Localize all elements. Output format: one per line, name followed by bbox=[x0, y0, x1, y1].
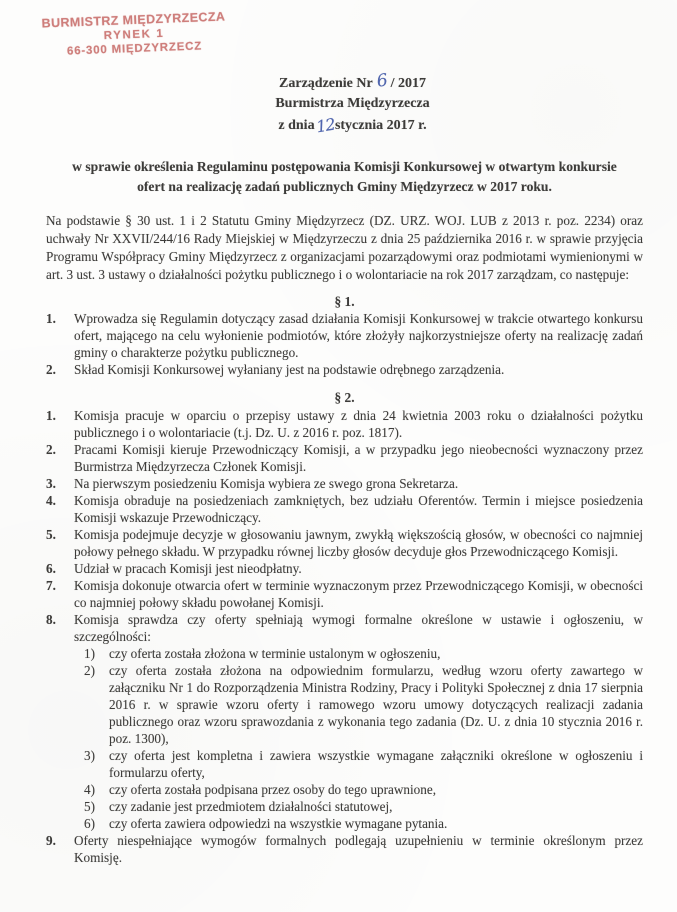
sender-stamp bbox=[25, 9, 242, 59]
list-item-text: Na pierwszym posiedzeniu Komisja wybiera ze swego grona Sekretarza. bbox=[74, 476, 459, 491]
sublist-item-text: czy oferta zawiera odpowiedzi na wszystkie wymagane pytania. bbox=[109, 816, 448, 831]
sublist-item-number: 4) bbox=[84, 782, 95, 797]
list-item-text: Komisja podejmuje decyzje w głosowaniu jawnym, zwykłą większością głosów, w obecności co najmniej połowy pełnego składu. W przypadku równej liczby głosów decyduje głos Przewodniczącego Komisji. bbox=[74, 527, 643, 559]
list-item-number: 4. bbox=[46, 493, 56, 508]
list-item-text: Pracami Komisji kieruje Przewodniczący Komisji, a w przypadku jego nieobecności wyznaczony przez Burmistrza Międzyrzecza Członek Komisji. bbox=[74, 442, 643, 474]
list-item-text: Wprowadza się Regulamin dotyczący zasad działania Komisji Konkursowej w trakcie otwartego konkursu ofert, mającego na celu wyłonienie podmiotów, które złożyły najkorzystniejsze oferty na realizację zadań gminy o charakterze pożytku publicznego. bbox=[74, 311, 643, 360]
list-item-number: 3. bbox=[46, 476, 56, 491]
list-item-number: 7. bbox=[46, 578, 56, 593]
list-item-text: Komisja pracuje w oparciu o przepisy ustawy z dnia 24 kwietnia 2003 roku o działalności pożytku publicznego i o wolontariacie (t.j. Dz. U. z 2016 r. poz. 1817). bbox=[74, 408, 643, 440]
list-item bbox=[46, 611, 643, 832]
stamp-office-name: BURMISTRZ MIĘDZYRZECZA bbox=[41, 9, 226, 31]
list-item bbox=[46, 577, 643, 611]
list-item-text: Udział w pracach Komisji jest nieodpłatny. bbox=[74, 561, 302, 576]
sublist-item-number: 2) bbox=[84, 663, 95, 678]
document-header bbox=[62, 72, 643, 136]
list-item-number: 2. bbox=[46, 442, 56, 457]
date-suffix: stycznia 2017 r. bbox=[334, 118, 427, 133]
sublist-item bbox=[84, 747, 643, 781]
list-item bbox=[46, 310, 643, 361]
stamp-street: RYNEK 1 bbox=[103, 27, 165, 43]
list-item bbox=[46, 560, 643, 577]
list-item-body bbox=[74, 611, 643, 832]
list-item-text: Komisja dokonuje otwarcia ofert w terminie wyznaczonym przez Przewodniczącego Komisji, w obecności co najmniej połowy składu powołanej Komisji. bbox=[74, 578, 643, 610]
legal-preamble: Na podstawie § 30 ust. 1 i 2 Statutu Gminy Międzyrzecz (DZ. URZ. WOJ. LUB z 2013 r. poz. 2234) oraz uchwały Nr XXVII/244/16 Rady Miejskiej w Międzyrzeczu z dnia 25 października 2016 r. w sprawie przyjęcia Programu Współpracy Gminy Międzyrzecz z organizacjami pozarządowymi oraz podmiotami wymienionymi w art. 3 ust. 3 ustawy o działalności pożytku publicznego i o wolontariacie na rok 2017 zarządzam, co następuje: bbox=[46, 213, 643, 282]
date-prefix: z dnia bbox=[278, 118, 315, 133]
handwritten-ordinance-number: 6 bbox=[375, 70, 389, 92]
sublist-item-text: czy zadanie jest przedmiotem działalności statutowej, bbox=[109, 799, 393, 814]
sublist-item-text: czy oferta została złożona na odpowiednim formularzu, według wzoru oferty zawartego w załączniku Nr 1 do Rozporządzenia Ministra Rodziny, Pracy i Polityki Społecznej z dnia 17 sierpnia 2016 r. w sprawie wzoru oferty i ramowego wzoru umowy dotyczących realizacji zadania publicznego oraz wzoru sprawozdania z wykonania tego zadania (Dz. U. z dnia 10 stycznia 2016 r. poz. 1300), bbox=[109, 663, 643, 746]
sublist-item-number: 5) bbox=[84, 799, 95, 814]
sublist-item-number: 6) bbox=[84, 816, 95, 831]
list-item bbox=[46, 832, 643, 866]
sublist-item-text: czy oferta została złożona w terminie ustalonym w ogłoszeniu, bbox=[109, 646, 441, 661]
sublist-item bbox=[84, 815, 643, 832]
list-item-number: 1. bbox=[46, 311, 56, 326]
sublist bbox=[84, 645, 643, 832]
list-item-number: 2. bbox=[46, 362, 56, 377]
list-item bbox=[46, 492, 643, 526]
list-item-text: Komisja sprawdza czy oferty spełniają wymogi formalne określone w ustawie i ogłoszeniu, w szczególności: bbox=[74, 612, 643, 644]
list-item-number: 1. bbox=[46, 408, 56, 423]
list-item bbox=[46, 475, 643, 492]
sublist-item-number: 1) bbox=[84, 646, 95, 661]
section2-list bbox=[46, 407, 643, 866]
section2-heading: § 2. bbox=[334, 390, 355, 405]
sublist-item bbox=[84, 781, 643, 798]
list-item bbox=[46, 361, 643, 378]
list-item-text: Skład Komisji Konkursowej wyłaniany jest na podstawie odrębnego zarządzenia. bbox=[74, 362, 505, 377]
handwritten-day: 12 bbox=[314, 114, 336, 137]
sublist-item bbox=[84, 662, 643, 747]
section1-heading: § 1. bbox=[334, 294, 355, 309]
list-item-number: 6. bbox=[46, 561, 56, 576]
list-item bbox=[46, 526, 643, 560]
sublist-item bbox=[84, 798, 643, 815]
list-item-number: 9. bbox=[46, 833, 56, 848]
header-issuer-line: Burmistrza Międzyrzecza bbox=[275, 96, 430, 111]
list-item-text: Komisja obraduje na posiedzeniach zamkniętych, bez udziału Oferentów. Termin i miejsce posiedzenia Komisji wskazuje Przewodniczący. bbox=[74, 493, 643, 525]
section1-list bbox=[46, 310, 643, 378]
sublist-item bbox=[84, 645, 643, 662]
sublist-item-text: czy oferta jest kompletna i zawiera wszystkie wymagane załączniki określone w ogłoszeniu i formularzu oferty, bbox=[109, 748, 643, 780]
list-item bbox=[46, 441, 643, 475]
sublist-item-number: 3) bbox=[84, 748, 95, 763]
list-item-number: 5. bbox=[46, 527, 56, 542]
list-item bbox=[46, 407, 643, 441]
header-ordinance-line bbox=[62, 72, 643, 94]
stamp-postal-city: 66-300 MIĘDZYRZECZ bbox=[66, 40, 203, 58]
ordinance-label: Zarządzenie Nr bbox=[279, 76, 373, 91]
subject-title: w sprawie określenia Regulaminu postępowania Komisji Konkursowej w otwartym konkursie ofert na realizację zadań publicznych Gminy Międzyrzecz w 2017 roku. bbox=[72, 159, 617, 194]
header-date-line bbox=[62, 114, 643, 136]
list-item-text: Oferty niespełniające wymogów formalnych podlegają uzupełnieniu w terminie określonym przez Komisję. bbox=[74, 833, 643, 865]
sublist-item-text: czy oferta została podpisana przez osoby do tego uprawnione, bbox=[109, 782, 437, 797]
ordinance-year: / 2017 bbox=[390, 76, 426, 91]
list-item-number: 8. bbox=[46, 612, 56, 627]
document-content bbox=[46, 72, 643, 866]
